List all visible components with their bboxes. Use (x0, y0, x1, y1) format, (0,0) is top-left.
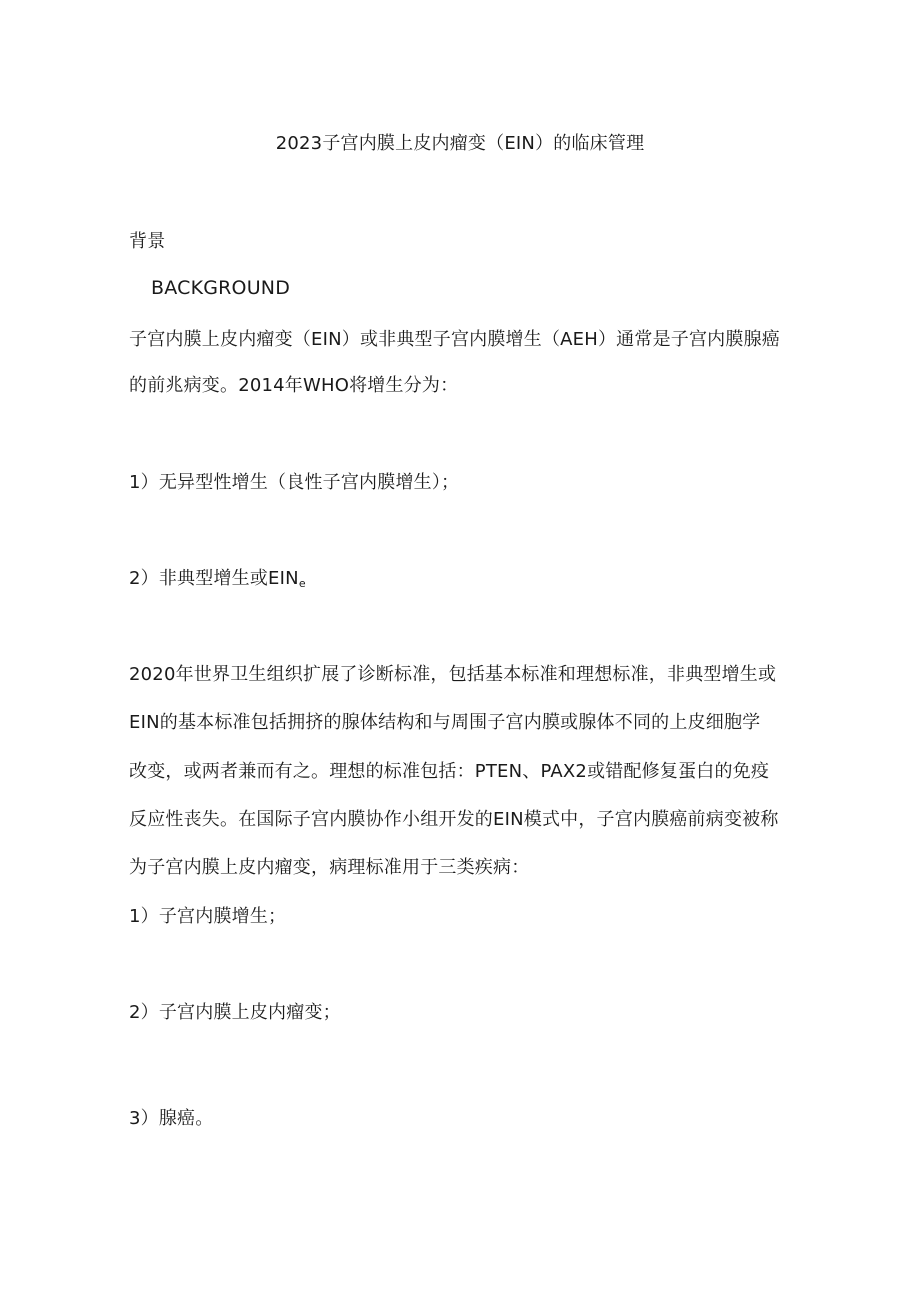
section-heading-cn: 背景 (129, 231, 166, 252)
section-heading-en: BACKGROUND (151, 277, 291, 299)
list2-item: 3）腺癌。 (129, 1108, 214, 1129)
list1-item-text: 2）非典型增生或EIN (129, 568, 299, 589)
paragraph2-line: 2020年世界卫生组织扩展了诊断标准，包括基本标准和理想标准，非典型增生或 (129, 664, 777, 685)
list1-item-suffix: e (298, 577, 306, 590)
document-title: 2023子宫内膜上皮内瘤变（EIN）的临床管理 (275, 133, 645, 154)
paragraph1-line: 的前兆病变。2014年WHO将增生分为： (129, 375, 459, 396)
list2-item: 2）子宫内膜上皮内瘤变； (129, 1002, 341, 1023)
paragraph1-line: 子宫内膜上皮内瘤变（EIN）或非典型子宫内膜增生（AEH）通常是子宫内膜腺癌 (129, 329, 780, 350)
list1-item: 1）无异型性增生（良性子宫内膜增生）； (129, 472, 460, 493)
paragraph2-line: 改变，或两者兼而有之。理想的标准包括：PTEN、PAX2或错配修复蛋白的免疫 (129, 761, 770, 782)
paragraph2-line: 反应性丧失。在国际子宫内膜协作小组开发的EIN模式中，子宫内膜癌前病变被称 (129, 809, 779, 830)
paragraph2-line: EIN的基本标准包括拥挤的腺体结构和与周围子宫内膜或腺体不同的上皮细胞学 (129, 712, 761, 733)
list2-item: 1）子宫内膜增生； (129, 906, 287, 927)
paragraph2-line: 为子宫内膜上皮内瘤变，病理标准用于三类疾病： (129, 857, 530, 878)
list1-item (129, 566, 306, 597)
